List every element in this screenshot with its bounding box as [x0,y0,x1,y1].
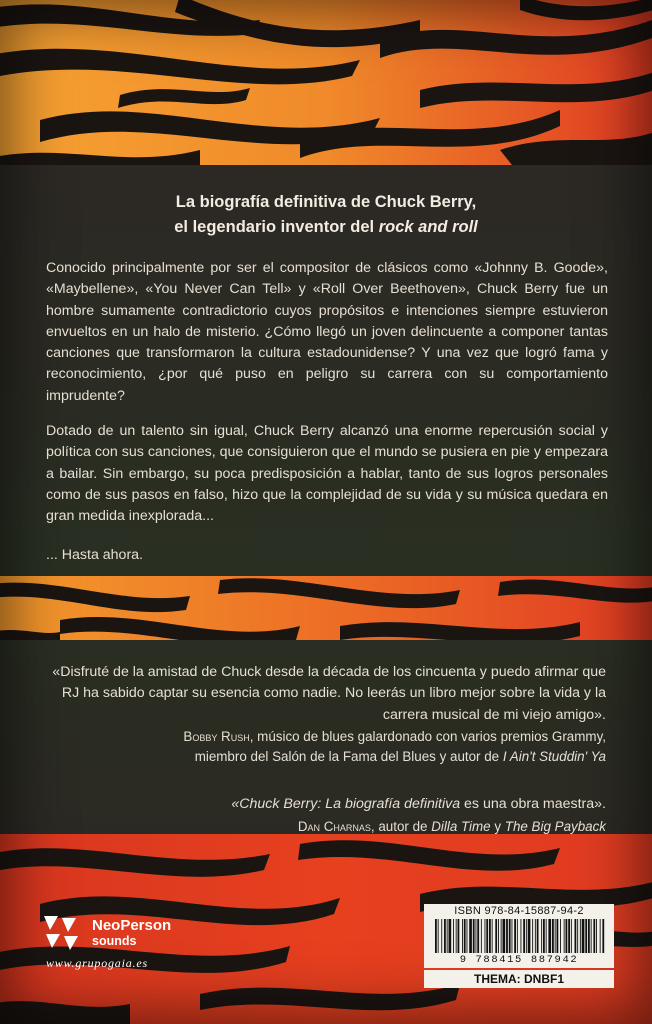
synopsis-paragraph-1: Conocido principalmente por ser el compositor de clásicos como «Johnny B. Goode», «Maybellene», «You Never Can Tell» y «Roll Over Beethoven», Chuck Berry fue un hombre sumamente contradictorio cuyos propósitos e intenciones siempre estuvieron envueltos en un halo de misterio. ¿Cómo llegó un joven delincuente a componer tantas canciones que transformaron la cultura estadounidense? Y una vez que logró fama y reconocimiento, ¿por qué puso en peligro su carrera con su comportamiento imprudente? [46,260,608,404]
barcode-digits: 9 788415 887942 [459,954,579,966]
barcode-bars-icon [429,919,609,953]
review-quote-1: «Disfruté de la amistad de Chuck desde la década de los cincuenta y puedo afirmar que RJ ha sabido captar su esencia como nadie. No leerás un libro mejor sobre la vida y la carrera musical de mi viejo amigo». [52,664,606,723]
publisher-imprint: sounds [92,934,137,948]
isbn-label: ISBN 978-84-15887-94-2 [454,905,584,917]
attribution-2-text: , autor de [370,819,432,834]
thema-code: THEMA: DNBF1 [424,970,614,988]
attribution-1-text: , músico de blues galardonado con varios premios Grammy, [249,729,606,744]
attribution-2-book-1: Dilla Time [431,819,491,834]
tiger-stripe-band-middle [0,576,652,648]
headline-line-2-prefix: el legendario inventor del [174,218,379,236]
isbn-barcode [424,904,614,968]
quote-2-title: «Chuck Berry: La biografía definitiva [231,796,461,812]
attribution-1-book: I Ain't Studdin' Ya [502,749,606,764]
quote-2-rest: es una obra maestra». [460,796,606,812]
publisher-mark-icon [40,912,84,952]
publisher-name: NeoPerson [92,917,172,934]
publisher-logo [40,912,200,972]
headline-line-2-emphasis: rock and roll [378,218,478,236]
synopsis-paragraph-2: Dotado de un talento sin igual, Chuck Berry alcanzó una enorme repercusión social y política con sus canciones, que consiguieron que el mundo se pusiera en pie y empezara a bailar. Sin embargo, su poca predisposición a hablar, tanto de sus logros personales como de sus pasos en falso, hizo que la complejidad de su vida y su música quedara en gran medida inexplorada... [46,423,608,525]
attribution-2-book-2: The Big Payback [504,819,606,834]
publisher-url: www.grupogaia.es [46,956,148,970]
review-attribution-1 [46,727,606,767]
attribution-1-line-2: miembro del Salón de la Fama del Blues y autor de [194,749,503,764]
headline-line-2 [0,215,652,240]
tiger-stripe-band-top [0,0,652,175]
cover-headline [0,190,652,240]
headline-line-1: La biografía definitiva de Chuck Berry, [175,193,477,211]
synopsis-paragraph-3: ... Hasta ahora. [46,547,143,563]
attribution-1-name: Bobby Rush [183,729,250,744]
attribution-2-name: Dan Charnas [297,819,371,834]
review-attribution-2 [46,816,606,837]
review-quote-2 [46,794,606,815]
attribution-2-and: y [490,819,505,834]
